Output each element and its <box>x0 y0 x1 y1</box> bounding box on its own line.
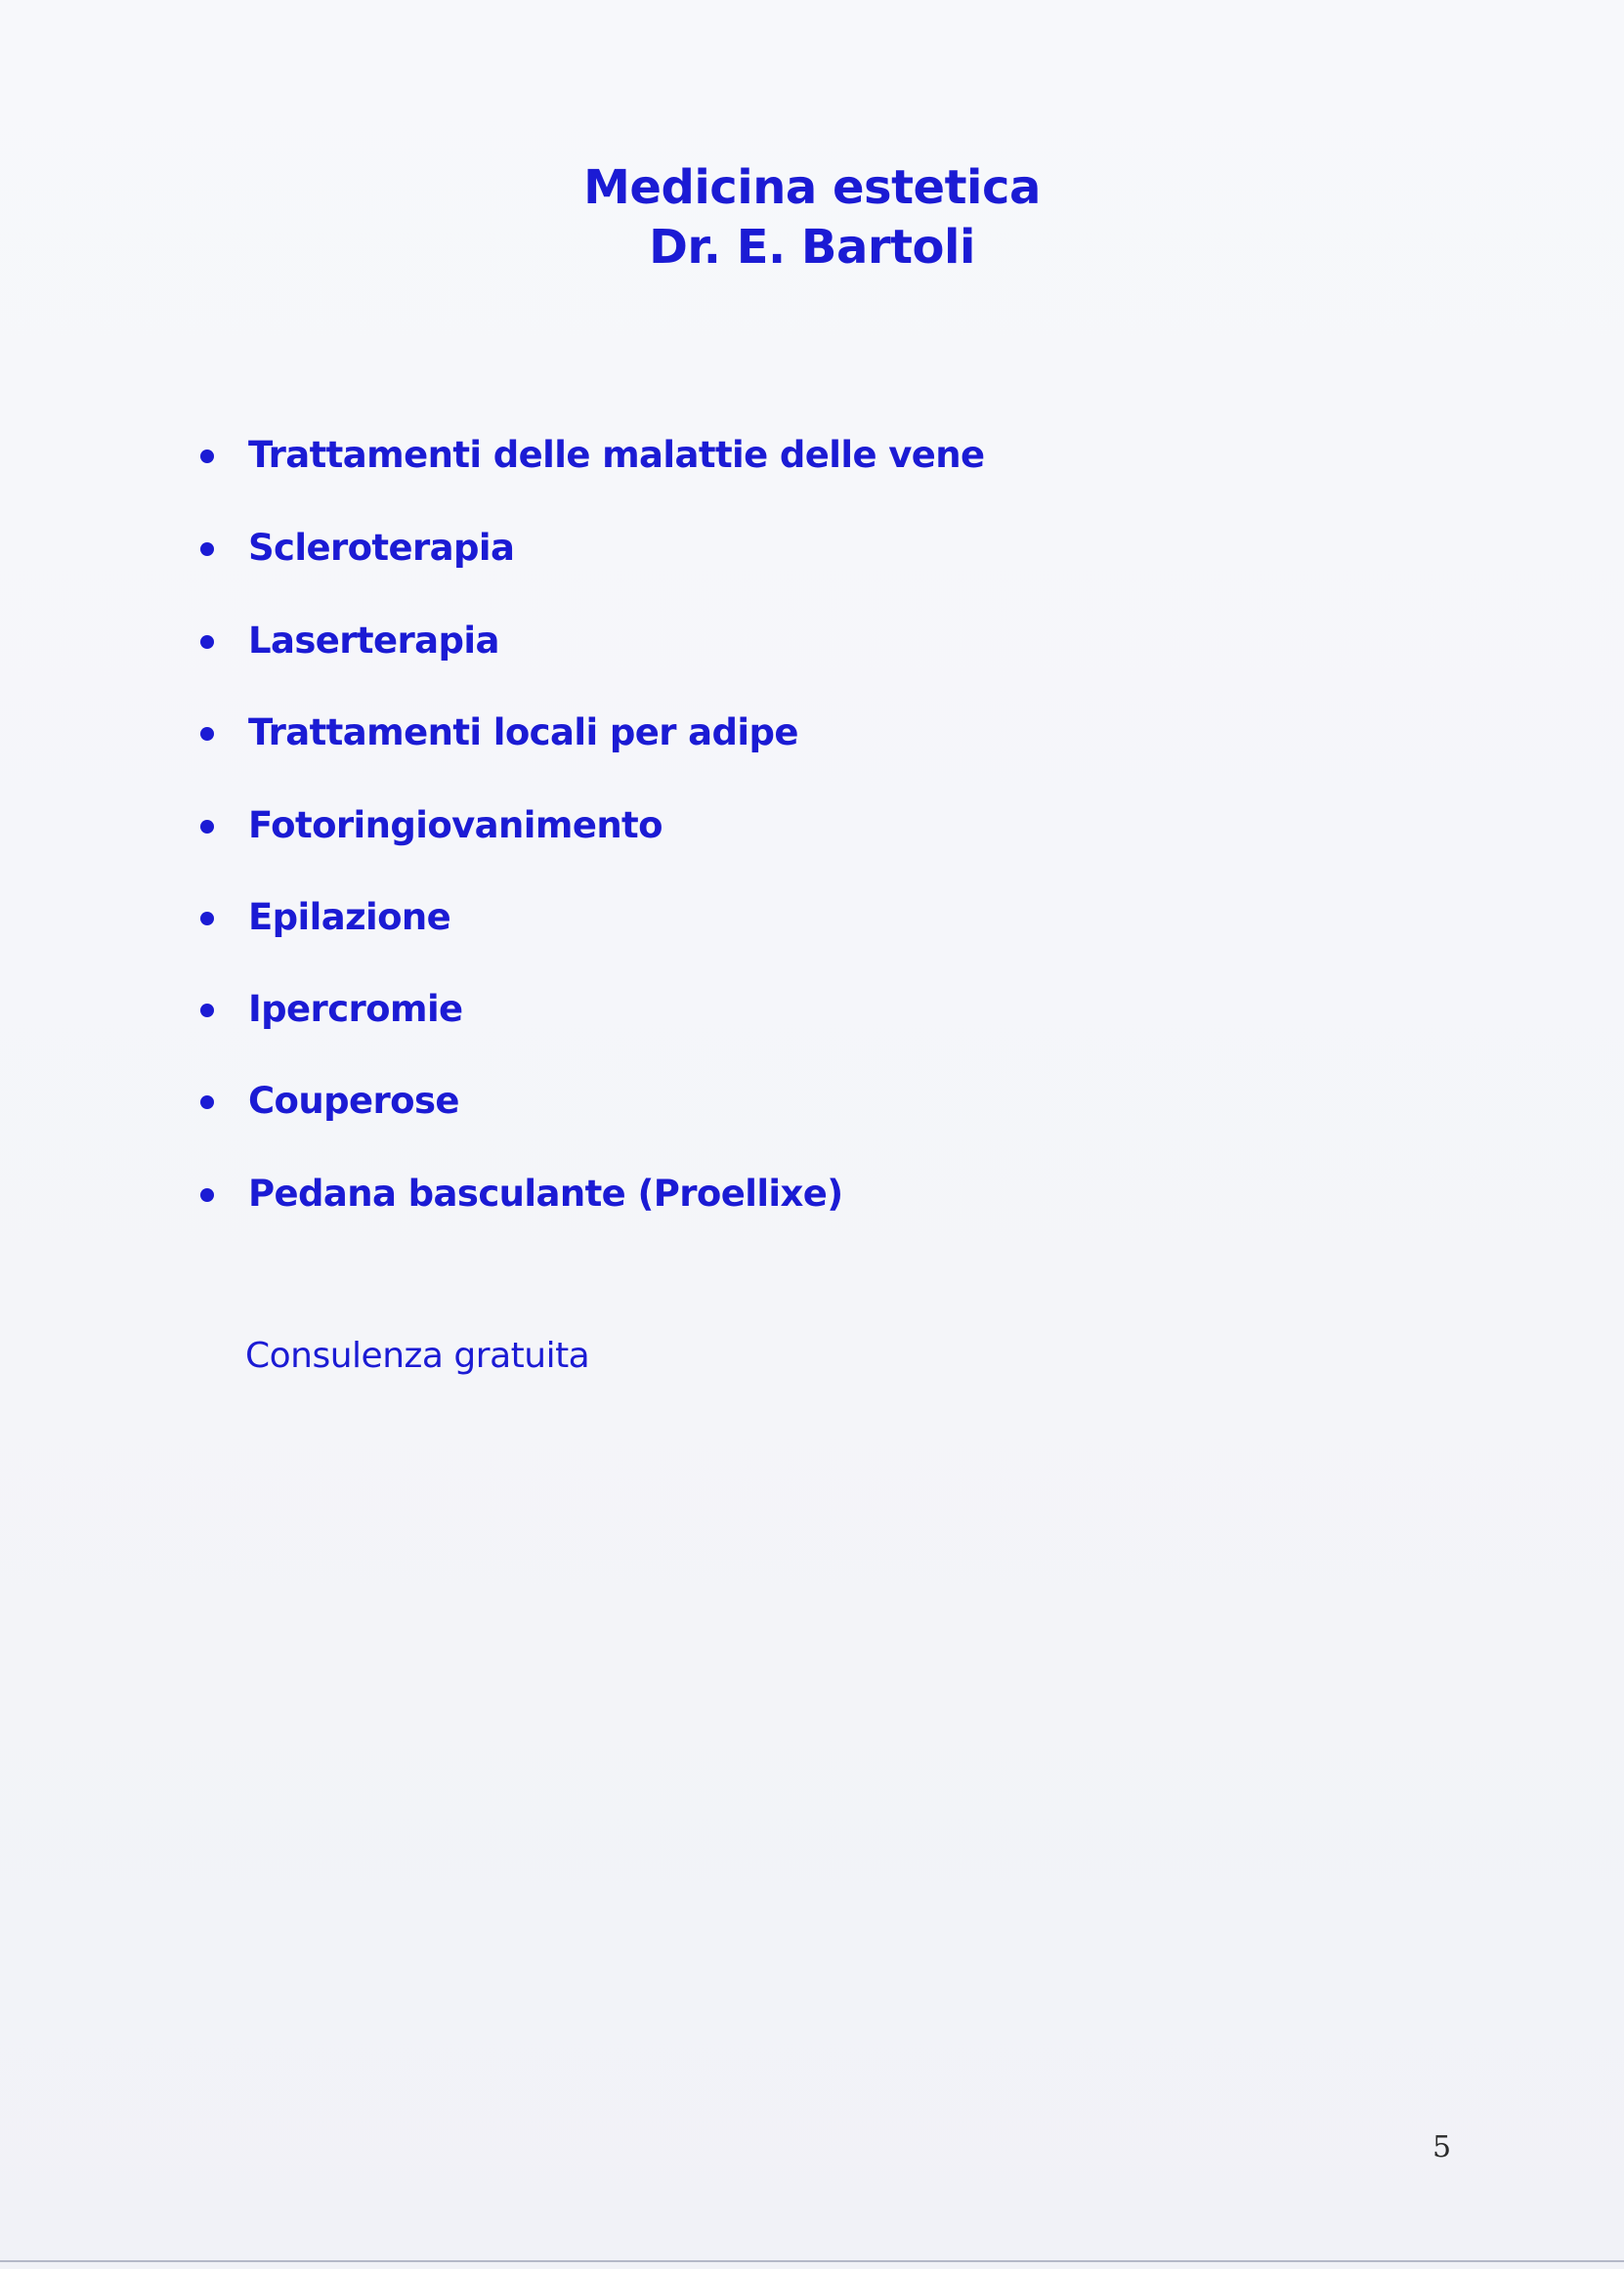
service-label: Trattamenti locali per adipe <box>248 711 798 753</box>
service-label: Fotoringiovanimento <box>248 804 662 846</box>
service-label: Ipercromie <box>248 988 463 1030</box>
service-label: Laserterapia <box>248 620 499 662</box>
service-label: Pedana basculante (Proellixe) <box>248 1173 843 1215</box>
service-label: Epilazione <box>248 896 451 938</box>
service-label: Trattamenti delle malattie delle vene <box>248 434 985 476</box>
bullet-icon <box>200 1095 214 1109</box>
bullet-icon <box>200 727 214 741</box>
service-label: Scleroterapia <box>248 527 515 569</box>
page-bottom-edge <box>0 2260 1624 2262</box>
bullet-icon <box>200 820 214 834</box>
bullet-icon <box>200 1004 214 1017</box>
bullet-icon <box>200 912 214 925</box>
bullet-icon <box>200 1188 214 1202</box>
service-label: Couperose <box>248 1080 459 1122</box>
doctor-name: Dr. E. Bartoli <box>649 220 975 275</box>
document-title: Medicina estetica <box>583 160 1041 215</box>
bullet-icon <box>200 542 214 556</box>
bullet-icon <box>200 635 214 649</box>
page-number: 5 <box>1432 2130 1452 2164</box>
consultation-note: Consulenza gratuita <box>245 1336 590 1376</box>
bullet-icon <box>200 450 214 463</box>
